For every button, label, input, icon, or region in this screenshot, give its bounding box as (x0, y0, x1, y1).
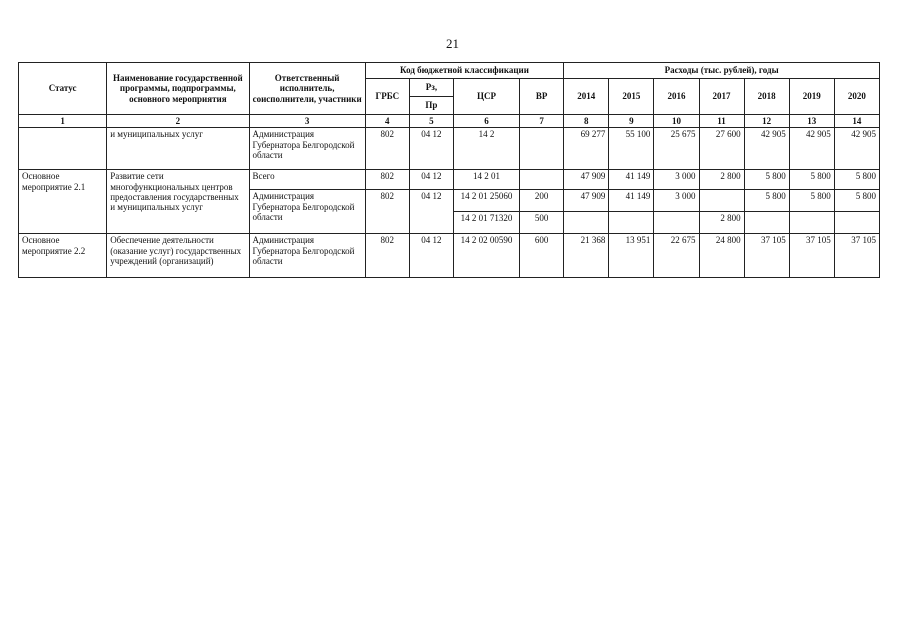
value-cell (654, 212, 699, 234)
index-row (19, 115, 880, 128)
index-cell: 7 (520, 115, 564, 128)
value-cell: 21 368 (564, 234, 609, 278)
grbs-cell: 802 (365, 190, 409, 234)
header-year: 2016 (654, 79, 699, 115)
header-responsible: Ответственный исполнитель, соисполнители, участники (249, 63, 365, 115)
header-year: 2017 (699, 79, 744, 115)
csr-cell: 14 2 02 00590 (453, 234, 519, 278)
responsible-cell: Администрация Губернатора Белгородской области (249, 234, 365, 278)
value-cell: 27 600 (699, 128, 744, 170)
page-number: 21 (446, 36, 459, 51)
value-cell: 2 800 (699, 212, 744, 234)
index-cell: 2 (107, 115, 249, 128)
rzpr-cell: 04 12 (409, 170, 453, 190)
value-cell (744, 212, 789, 234)
budget-table (18, 62, 880, 278)
status-cell: Основное мероприятие 2.1 (19, 170, 107, 234)
grbs-cell: 802 (365, 234, 409, 278)
header-year: 2019 (789, 79, 834, 115)
header-name: Наименование государственной программы, подпрограммы, основного мероприятия (107, 63, 249, 115)
value-cell: 5 800 (744, 190, 789, 212)
vr-cell: 600 (520, 234, 564, 278)
vr-cell (520, 170, 564, 190)
responsible-cell: Всего (249, 170, 365, 190)
header-grbs: ГРБС (365, 79, 409, 115)
header-year: 2014 (564, 79, 609, 115)
csr-cell: 14 2 01 (453, 170, 519, 190)
header-csr: ЦСР (453, 79, 519, 115)
csr-cell: 14 2 01 25060 (453, 190, 519, 212)
value-cell: 25 675 (654, 128, 699, 170)
index-cell: 4 (365, 115, 409, 128)
table-row (19, 128, 880, 170)
value-cell: 47 909 (564, 170, 609, 190)
value-cell: 22 675 (654, 234, 699, 278)
value-cell: 5 800 (789, 190, 834, 212)
value-cell: 41 149 (609, 190, 654, 212)
value-cell (564, 212, 609, 234)
header-year: 2015 (609, 79, 654, 115)
vr-cell: 500 (520, 212, 564, 234)
vr-cell: 200 (520, 190, 564, 212)
value-cell (789, 212, 834, 234)
index-cell: 10 (654, 115, 699, 128)
index-cell: 1 (19, 115, 107, 128)
rzpr-cell: 04 12 (409, 190, 453, 234)
grbs-cell: 802 (365, 170, 409, 190)
value-cell: 13 951 (609, 234, 654, 278)
value-cell (699, 190, 744, 212)
value-cell: 5 800 (834, 170, 879, 190)
status-cell (19, 128, 107, 170)
index-cell: 8 (564, 115, 609, 128)
csr-cell: 14 2 (453, 128, 519, 170)
value-cell: 37 105 (789, 234, 834, 278)
header-budget-code: Код бюджетной классификации (365, 63, 563, 79)
header-year: 2020 (834, 79, 879, 115)
value-cell: 37 105 (744, 234, 789, 278)
value-cell: 37 105 (834, 234, 879, 278)
header-expenses: Расходы (тыс. рублей), годы (564, 63, 880, 79)
index-cell: 5 (409, 115, 453, 128)
header-year: 2018 (744, 79, 789, 115)
value-cell: 47 909 (564, 190, 609, 212)
name-cell: Обеспечение деятельности (оказание услуг) государственных учреждений (организаций) (107, 234, 249, 278)
name-cell: Развитие сети многофункциональных центров предоставления государственных и муниципальных услуг (107, 170, 249, 234)
table-row (19, 170, 880, 190)
header-vr: ВР (520, 79, 564, 115)
responsible-cell: Администрация Губернатора Белгородской области (249, 128, 365, 170)
header-pr: Пр (409, 97, 453, 115)
index-cell: 6 (453, 115, 519, 128)
header-rz: Рз, (409, 79, 453, 97)
header-status: Статус (19, 63, 107, 115)
index-cell: 11 (699, 115, 744, 128)
value-cell (609, 212, 654, 234)
value-cell: 5 800 (744, 170, 789, 190)
value-cell: 2 800 (699, 170, 744, 190)
index-cell: 14 (834, 115, 879, 128)
index-cell: 12 (744, 115, 789, 128)
vr-cell (520, 128, 564, 170)
value-cell: 3 000 (654, 170, 699, 190)
grbs-cell: 802 (365, 128, 409, 170)
index-cell: 13 (789, 115, 834, 128)
table-row (19, 234, 880, 278)
rzpr-cell: 04 12 (409, 128, 453, 170)
responsible-cell: Администрация Губернатора Белгородской области (249, 190, 365, 234)
value-cell: 3 000 (654, 190, 699, 212)
value-cell: 24 800 (699, 234, 744, 278)
index-cell: 3 (249, 115, 365, 128)
value-cell: 5 800 (834, 190, 879, 212)
value-cell (834, 212, 879, 234)
value-cell: 55 100 (609, 128, 654, 170)
value-cell: 42 905 (834, 128, 879, 170)
value-cell: 42 905 (789, 128, 834, 170)
index-cell: 9 (609, 115, 654, 128)
value-cell: 5 800 (789, 170, 834, 190)
name-cell: и муниципальных услуг (107, 128, 249, 170)
rzpr-cell: 04 12 (409, 234, 453, 278)
status-cell: Основное мероприятие 2.2 (19, 234, 107, 278)
value-cell: 41 149 (609, 170, 654, 190)
value-cell: 42 905 (744, 128, 789, 170)
csr-cell: 14 2 01 71320 (453, 212, 519, 234)
value-cell: 69 277 (564, 128, 609, 170)
